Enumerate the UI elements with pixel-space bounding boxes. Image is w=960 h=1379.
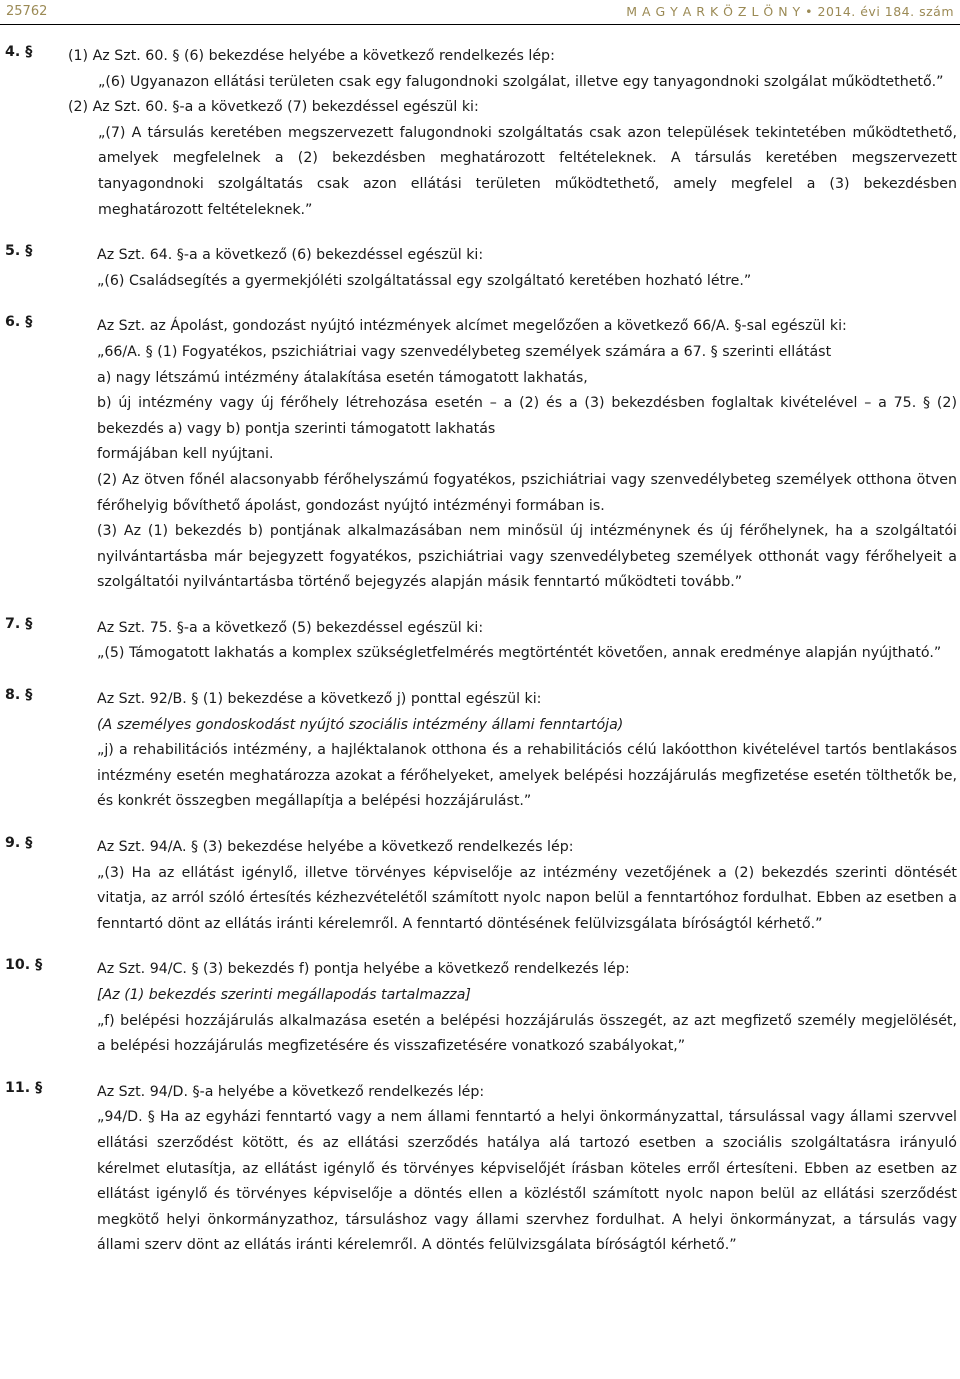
section-number: 10. § xyxy=(5,957,43,974)
paragraph: [Az (1) bekezdés szerinti megállapodás tartalmazza] xyxy=(97,987,471,1003)
section xyxy=(0,1080,960,1259)
paragraph: Az Szt. 94/D. §-a helyébe a következő rendelkezés lép: xyxy=(97,1083,485,1100)
paragraph: „(3) Ha az ellátást igénylő, illetve törvényes képviselője az intézmény vezetőjének a (2) bekezdés szerinti döntését vitatja, az arról szóló értesítés kézhezvételétől számított nyolc napon belül a fenntartóhoz fordulhat. Ebben az esetben a fenntartó dönt az ellátás iránti kérelemről. A fenntartó döntésének felülvizsgálata bíróságtól kérhető.” xyxy=(97,864,957,932)
section-body xyxy=(97,957,957,1059)
paragraph: b) új intézmény vagy új férőhely létrehozása esetén – a (2) és a (3) bekezdésben foglaltak kivételével – a 75. § (2) bekezdés a) vagy b) pontja szerinti támogatott lakhatás xyxy=(97,395,957,437)
paragraph: „(5) Támogatott lakhatás a komplex szükségletfelmérés megtörténtét követően, annak eredménye alapján nyújtható.” xyxy=(97,645,942,662)
paragraph: (2) Az ötven főnél alacsonyabb férőhelyszámú fogyatékos, pszichiátriai vagy szenvedélybeteg személyek otthona ötven férőhelyig bővíthető ápolást, gondozást nyújtó intézményi formában is. xyxy=(97,471,957,514)
paragraph: Az Szt. 94/C. § (3) bekezdés f) pontja helyébe a következő rendelkezés lép: xyxy=(97,961,630,978)
page-number: 25762 xyxy=(6,4,48,19)
document-body xyxy=(0,44,960,1279)
section xyxy=(0,835,960,937)
paragraph: „(7) A társulás keretében megszervezett falugondnoki szolgáltatás csak azon települések tekintetében működtethető, amelyek megfelelnek a (2) bekezdésben meghatározott feltételeknek. A társulás keretében megszervezett tanyagondnoki szolgáltatás csak azon ellátási területen működtethető, amely megfelel a (3) bekezdésben meghatározott feltételeknek.” xyxy=(98,124,957,218)
section-body xyxy=(97,835,957,937)
section-number: 5. § xyxy=(5,243,33,260)
section xyxy=(0,687,960,815)
paragraph: Az Szt. 64. §-a a következő (6) bekezdéssel egészül ki: xyxy=(97,247,484,264)
page-header xyxy=(0,0,960,24)
section-body xyxy=(97,687,957,815)
section xyxy=(0,44,960,223)
section-number: 11. § xyxy=(5,1079,43,1096)
paragraph: (2) Az Szt. 60. §-a a következő (7) bekezdéssel egészül ki: xyxy=(68,99,479,116)
paragraph: „(6) Családsegítés a gyermekjóléti szolgáltatással egy szolgáltató keretében hozható létre.” xyxy=(97,272,752,289)
paragraph: Az Szt. az Ápolást, gondozást nyújtó intézmények alcímet megelőzően a következő 66/A. §-sal egészül ki: xyxy=(97,318,847,335)
paragraph: „f) belépési hozzájárulás alkalmazása esetén a belépési hozzájárulás összegét, az azt megfizető személy megjelölését, a belépési hozzájárulás megfizetésére és visszafizetésére vonatkozó szabályokat,” xyxy=(97,1012,957,1055)
paragraph: formájában kell nyújtani. xyxy=(97,446,274,463)
section-body xyxy=(68,44,957,223)
section-number: 8. § xyxy=(5,687,33,704)
paragraph: „94/D. § Ha az egyházi fenntartó vagy a nem állami fenntartó a helyi önkormányzattal, társulással vagy állami szervvel ellátási szerződést kötött, és az ellátási szerződés hatálya alá tartozó esetben a szociális szolgáltatásra irányuló kérelmet elutasítja, az ellátást igénylő és törvényes képviselőjét írásban köteles erről értesíteni. Ebben az esetben az ellátást igénylő és törvényes képviselője a döntés ellen a közléstől számított nyolc napon belül az ellátási szerződést megkötő helyi önkormányzathoz, társuláshoz vagy állami szervhez fordulhat. A helyi önkormányzat, a társulás vagy állami szerv dönt az ellátás iránti kérelemről. A döntés felülvizsgálata bíróságtól kérhető.” xyxy=(97,1109,957,1254)
section-number: 9. § xyxy=(5,835,33,852)
paragraph: (1) Az Szt. 60. § (6) bekezdése helyébe a következő rendelkezés lép: xyxy=(68,48,555,64)
section-number: 6. § xyxy=(5,314,33,331)
paragraph: „(6) Ugyanazon ellátási területen csak egy falugondnoki szolgálat, illetve egy tanyagondnoki szolgálat működtethető.” xyxy=(98,73,944,90)
section-body xyxy=(97,243,957,294)
section-body xyxy=(97,314,957,596)
paragraph: (3) Az (1) bekezdés b) pontjának alkalmazásában nem minősül új intézménynek és új férőhelynek, ha a szolgáltatói nyilvántartásba már bejegyzett fogyatékos, pszichiátriai vagy szenvedélybeteg személyek otthonát vagy férőhelyeit a szolgáltatói nyilvántartásba történő bejegyzés alapján másik fenntartó működteti tovább.” xyxy=(97,523,957,591)
section xyxy=(0,243,960,294)
section xyxy=(0,314,960,596)
paragraph: a) nagy létszámú intézmény átalakítása esetén támogatott lakhatás, xyxy=(97,369,588,386)
section xyxy=(0,957,960,1059)
paragraph: „66/A. § (1) Fogyatékos, pszichiátriai vagy szenvedélybeteg személyek számára a 67. § szerinti ellátást xyxy=(97,343,832,360)
paragraph: Az Szt. 94/A. § (3) bekezdése helyébe a következő rendelkezés lép: xyxy=(97,839,574,856)
paragraph: „j) a rehabilitációs intézmény, a hajléktalanok otthona és a rehabilitációs célú lakóotthon kivételével tartós bentlakásos intézmény esetén meghatározza azokat a férőhelyeket, amelyek belépési hozzájárulás megfizetése esetén tölthetők be, és konkrét összegben megállapítja a belépési hozzájárulást.” xyxy=(97,742,957,810)
section-number: 4. § xyxy=(5,44,33,60)
section-number: 7. § xyxy=(5,615,33,632)
header-rule xyxy=(0,24,960,25)
running-title: M A G Y A R K Ö Z L Ö N Y • 2014. évi 184. szám xyxy=(626,4,954,19)
paragraph: (A személyes gondoskodást nyújtó szociális intézmény állami fenntartója) xyxy=(97,716,624,733)
paragraph: Az Szt. 92/B. § (1) bekezdése a következő j) ponttal egészül ki: xyxy=(97,691,542,708)
paragraph: Az Szt. 75. §-a a következő (5) bekezdéssel egészül ki: xyxy=(97,619,484,636)
section xyxy=(0,616,960,667)
section-body xyxy=(97,616,957,667)
section-body xyxy=(97,1080,957,1259)
